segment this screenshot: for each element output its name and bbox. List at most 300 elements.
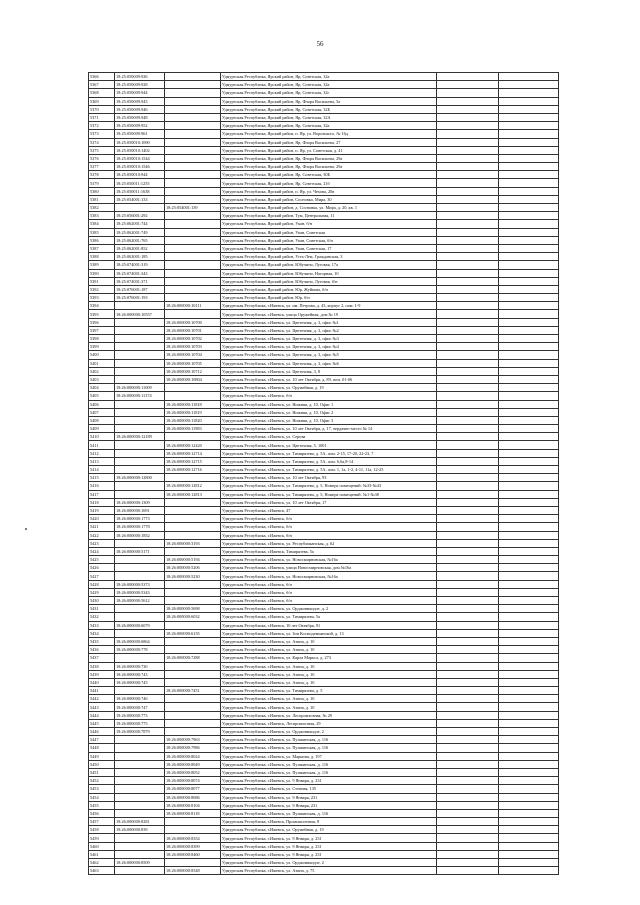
address-cell: Удмуртская Республика, Ярский район, Укан, Советская, б/н	[221, 236, 437, 244]
cadastral-number-land-cell	[115, 425, 165, 433]
address-cell: Удмуртская Республика, г.Ижевск, ул. Тимирязева, д. 5А, пом. 6,6а,8-14	[221, 457, 437, 465]
empty-cell	[437, 138, 499, 146]
empty-cell	[499, 498, 559, 506]
empty-cell	[499, 564, 559, 572]
empty-cell	[499, 73, 559, 81]
empty-cell	[437, 187, 499, 195]
row-number-cell: 5376	[89, 154, 115, 162]
cadastral-number-land-cell: 18:25:050009:928	[115, 81, 165, 89]
cadastral-number-land-cell: 18:26:000000:5171	[115, 547, 165, 555]
cadastral-number-land-cell	[115, 572, 165, 580]
cadastral-number-land-cell	[115, 760, 165, 768]
table-row	[89, 670, 559, 678]
cadastral-number-building-cell	[165, 187, 221, 195]
empty-cell	[437, 687, 499, 695]
address-cell: Удмуртская Республика, г.Ижевск, ул. Нижняя, д. 10, Офис 3	[221, 416, 437, 424]
address-cell: Удмуртская Республика, г.Ижевск, б/н	[221, 588, 437, 596]
table-row	[89, 719, 559, 727]
empty-cell	[499, 637, 559, 645]
empty-cell	[499, 187, 559, 195]
address-cell: Удмуртская Республика, г.Ижевск, б/н	[221, 392, 437, 400]
table-row	[89, 572, 559, 580]
table-row	[89, 547, 559, 555]
cadastral-number-building-cell	[165, 277, 221, 285]
table-row	[89, 244, 559, 252]
cadastral-number-building-cell: 18:26:000000:8049	[165, 760, 221, 768]
empty-cell	[437, 163, 499, 171]
row-number-cell: 5407	[89, 408, 115, 416]
empty-cell	[437, 285, 499, 293]
cadastral-number-land-cell	[115, 400, 165, 408]
row-number-cell: 5409	[89, 425, 115, 433]
address-cell: Удмуртская Республика, г.Ижевск, б/н	[221, 531, 437, 539]
row-number-cell: 5446	[89, 728, 115, 736]
cadastral-number-land-cell	[115, 777, 165, 785]
cadastral-number-building-cell: 18:26:000000:10704	[165, 351, 221, 359]
table-row	[89, 506, 559, 514]
empty-cell	[499, 113, 559, 121]
cadastral-number-building-cell: 18:26:000000:10700	[165, 318, 221, 326]
cadastral-number-building-cell: 18:26:000000:10712	[165, 367, 221, 375]
address-cell: Удмуртская Республика, Ярский район, Яр, Советская, 32А	[221, 113, 437, 121]
row-number-cell: 5432	[89, 613, 115, 621]
cadastral-number-land-cell: 18:25:056001:292	[115, 212, 165, 220]
address-cell: Удмуртская Республика, Ярский район, Сосновка, Мира, 30	[221, 195, 437, 203]
table-row	[89, 179, 559, 187]
empty-cell	[437, 236, 499, 244]
empty-cell	[437, 130, 499, 138]
row-number-cell: 5400	[89, 351, 115, 359]
address-cell: Удмуртская Республика, г.Ижевск, ул. 9 Января, д. 231	[221, 777, 437, 785]
cadastral-number-building-cell	[165, 670, 221, 678]
address-cell: Удмуртская Республика, г.Ижевск, ул. Цветочная, 5, 1001	[221, 441, 437, 449]
cadastral-number-land-cell: 18:25:062001:749	[115, 228, 165, 236]
cadastral-number-land-cell: 18:25:062001:765	[115, 236, 165, 244]
cadastral-number-building-cell	[165, 261, 221, 269]
cadastral-number-building-cell: 18:26:000000:10705	[165, 359, 221, 367]
cadastral-number-building-cell: 18:26:000000:5230	[165, 572, 221, 580]
cadastral-number-building-cell	[165, 105, 221, 113]
cadastral-number-land-cell: 18:26:000000:745	[115, 678, 165, 686]
cadastral-number-land-cell: 18:25:062001:852	[115, 244, 165, 252]
row-number-cell: 5450	[89, 760, 115, 768]
address-cell: Удмуртская Республика, г.Ижевск, ул. Тимирязева, д. 5А, пом. 1, 1а, 1-2, 4-11, 11а, 12-25	[221, 466, 437, 474]
cadastral-number-building-cell: 18:26:000000:8086	[165, 793, 221, 801]
cadastral-number-land-cell: 18:26:000000:11374	[115, 392, 165, 400]
empty-cell	[437, 474, 499, 482]
table-row	[89, 73, 559, 81]
empty-cell	[437, 580, 499, 588]
cadastral-number-land-cell	[115, 351, 165, 359]
cadastral-number-land-cell: 18:25:050010:1546	[115, 163, 165, 171]
empty-cell	[499, 818, 559, 826]
empty-cell	[499, 146, 559, 154]
table-row	[89, 474, 559, 482]
address-cell: Удмуртская Республика, г.Ижевск, ул. 9 Января, д. 231	[221, 834, 437, 842]
empty-cell	[437, 490, 499, 498]
empty-cell	[499, 351, 559, 359]
empty-cell	[437, 711, 499, 719]
empty-cell	[499, 154, 559, 162]
empty-cell	[499, 826, 559, 834]
cadastral-number-land-cell	[115, 457, 165, 465]
cadastral-number-land-cell	[115, 367, 165, 375]
cadastral-number-land-cell: 18:25:050011:1255	[115, 179, 165, 187]
row-number-cell: 5386	[89, 236, 115, 244]
empty-cell	[437, 547, 499, 555]
empty-cell	[437, 613, 499, 621]
row-number-cell: 5370	[89, 105, 115, 113]
address-cell: Удмуртская Республика, г.Ижевск, 47	[221, 506, 437, 514]
empty-cell	[437, 408, 499, 416]
cadastral-number-land-cell	[115, 768, 165, 776]
table-row	[89, 310, 559, 318]
empty-cell	[499, 474, 559, 482]
cadastral-number-land-cell: 18:25:050009:948	[115, 113, 165, 121]
address-cell: Удмуртская Республика, Ярский район, п. Яр, ул. Чехова, 20в	[221, 187, 437, 195]
row-number-cell: 5431	[89, 605, 115, 613]
empty-cell	[437, 449, 499, 457]
row-number-cell: 5447	[89, 736, 115, 744]
cadastral-number-land-cell: 18:26:000000:775	[115, 719, 165, 727]
cadastral-number-building-cell: 18:26:000000:12716	[165, 466, 221, 474]
empty-cell	[437, 621, 499, 629]
table-row	[89, 818, 559, 826]
empty-cell	[437, 212, 499, 220]
cadastral-number-building-cell: 18:26:000000:11983	[165, 425, 221, 433]
cadastral-number-building-cell	[165, 588, 221, 596]
table-row	[89, 809, 559, 817]
empty-cell	[499, 703, 559, 711]
address-cell: Удмуртская Республика, г.Ижевск, ул. Орджоникидзе, 2	[221, 728, 437, 736]
cadastral-number-land-cell: 18:26:000000:778	[115, 646, 165, 654]
table-row	[89, 81, 559, 89]
empty-cell	[499, 195, 559, 203]
row-number-cell: 5377	[89, 163, 115, 171]
table-row	[89, 768, 559, 776]
table-row	[89, 105, 559, 113]
address-cell: Удмуртская Республика, г.Ижевск, ул. Тимирязева, д. 5, Номера помещений: №1-№38	[221, 490, 437, 498]
address-cell: Удмуртская Республика, Ярский район, Яр, Советская, 32а	[221, 81, 437, 89]
empty-cell	[437, 834, 499, 842]
empty-cell	[499, 728, 559, 736]
empty-cell	[437, 744, 499, 752]
address-cell: Удмуртская Республика, г.Ижевск, ул. Азина, д. 75	[221, 867, 437, 875]
row-number-cell: 5371	[89, 113, 115, 121]
empty-cell	[437, 466, 499, 474]
empty-cell	[499, 318, 559, 326]
empty-cell	[437, 384, 499, 392]
cadastral-number-land-cell	[115, 343, 165, 351]
cadastral-number-building-cell: 18:26:000000:8077	[165, 785, 221, 793]
cadastral-number-land-cell	[115, 482, 165, 490]
empty-cell	[437, 171, 499, 179]
address-cell: Удмуртская Республика, г.Ижевск, б/н	[221, 515, 437, 523]
empty-cell	[437, 400, 499, 408]
cadastral-number-land-cell	[115, 752, 165, 760]
empty-cell	[437, 294, 499, 302]
empty-cell	[437, 605, 499, 613]
empty-cell	[499, 695, 559, 703]
row-number-cell: 5368	[89, 89, 115, 97]
cadastral-number-land-cell	[115, 629, 165, 637]
address-cell: Удмуртская Республика, г.Ижевск, улица Оружейная, дом № 19	[221, 310, 437, 318]
cadastral-number-building-cell	[165, 130, 221, 138]
empty-cell	[437, 654, 499, 662]
address-cell: Удмуртская Республика, Ярский район, Яр, Советская, 32Б	[221, 105, 437, 113]
row-number-cell: 5420	[89, 515, 115, 523]
cadastral-number-land-cell	[115, 613, 165, 621]
empty-cell	[499, 138, 559, 146]
cadastral-number-land-cell: 18:25:050010:1090	[115, 138, 165, 146]
row-number-cell: 5419	[89, 506, 115, 514]
cadastral-number-land-cell: 18:26:000000:5373	[115, 580, 165, 588]
cadastral-number-building-cell	[165, 703, 221, 711]
empty-cell	[499, 400, 559, 408]
empty-cell	[437, 760, 499, 768]
cadastral-number-land-cell	[115, 359, 165, 367]
cadastral-number-land-cell: 18:26:000000:12800	[115, 474, 165, 482]
row-number-cell: 5425	[89, 556, 115, 564]
empty-cell	[437, 539, 499, 547]
cadastral-number-building-cell	[165, 719, 221, 727]
table-row	[89, 130, 559, 138]
row-number-cell: 5427	[89, 572, 115, 580]
empty-cell	[499, 646, 559, 654]
row-number-cell: 5375	[89, 146, 115, 154]
cadastral-number-building-cell	[165, 433, 221, 441]
empty-cell	[499, 335, 559, 343]
address-cell: Удмуртская Республика, Ярский район, Яр, Советская, 32г	[221, 89, 437, 97]
table-row	[89, 826, 559, 834]
cadastral-number-land-cell: 18:26:000000:746	[115, 695, 165, 703]
cadastral-number-building-cell	[165, 547, 221, 555]
cadastral-number-building-cell: 18:26:000000:5698	[165, 605, 221, 613]
table-row	[89, 646, 559, 654]
row-number-cell: 5410	[89, 433, 115, 441]
table-row	[89, 678, 559, 686]
table-row	[89, 392, 559, 400]
row-number-cell: 5411	[89, 441, 115, 449]
address-cell: Удмуртская Республика, Ярский район, Укан, б/н	[221, 220, 437, 228]
scan-speck	[25, 528, 27, 530]
empty-cell	[499, 768, 559, 776]
row-number-cell: 5418	[89, 498, 115, 506]
empty-cell	[437, 597, 499, 605]
empty-cell	[437, 850, 499, 858]
row-number-cell: 5392	[89, 285, 115, 293]
address-cell: Удмуртская Республика, Ярский район, Яр, Советская, 32а	[221, 73, 437, 81]
cadastral-number-building-cell	[165, 236, 221, 244]
table-row	[89, 482, 559, 490]
table-row	[89, 449, 559, 457]
empty-cell	[499, 867, 559, 875]
table-row	[89, 629, 559, 637]
cadastral-number-building-cell: 18:26:000000:10703	[165, 343, 221, 351]
empty-cell	[499, 244, 559, 252]
cadastral-number-building-cell: 18:26:000000:11818	[165, 400, 221, 408]
address-cell: Удмуртская Республика, г.Ижевск, улица Новосмирновская, дом №16а	[221, 564, 437, 572]
address-cell: Удмуртская Республика, г.Ижевск, ул. Степная, 135	[221, 785, 437, 793]
cadastral-number-land-cell	[115, 867, 165, 875]
cadastral-number-land-cell: 18:25:054001:133	[115, 195, 165, 203]
empty-cell	[499, 359, 559, 367]
address-cell: Удмуртская Республика, г.Ижевск, ул. Серова	[221, 433, 437, 441]
cadastral-number-building-cell	[165, 138, 221, 146]
cadastral-number-land-cell	[115, 204, 165, 212]
cadastral-number-land-cell: 18:26:000000:1852	[115, 531, 165, 539]
cadastral-number-building-cell: 18:26:000000:12715	[165, 457, 221, 465]
row-number-cell: 5448	[89, 744, 115, 752]
empty-cell	[499, 433, 559, 441]
empty-cell	[437, 97, 499, 105]
cadastral-number-building-cell	[165, 228, 221, 236]
table-row	[89, 171, 559, 179]
cadastral-number-building-cell: 18:26:000000:10701	[165, 326, 221, 334]
row-number-cell: 5437	[89, 654, 115, 662]
table-row	[89, 122, 559, 130]
empty-cell	[437, 433, 499, 441]
cadastral-number-land-cell: 18:25:050009:961	[115, 130, 165, 138]
cadastral-number-land-cell: 18:25:050009:946	[115, 105, 165, 113]
cadastral-number-land-cell: 18:25:074001:343	[115, 269, 165, 277]
address-cell: Удмуртская Республика, г.Ижевск, ул. 10 лет Октября, д. 17, чердачно-место № 14	[221, 425, 437, 433]
empty-cell	[437, 637, 499, 645]
cadastral-number-building-cell	[165, 384, 221, 392]
table-row	[89, 236, 559, 244]
cadastral-number-land-cell: 18:25:050010:1402	[115, 146, 165, 154]
empty-cell	[437, 629, 499, 637]
row-number-cell: 5430	[89, 597, 115, 605]
table-row	[89, 384, 559, 392]
table-row	[89, 294, 559, 302]
empty-cell	[499, 179, 559, 187]
cadastral-number-building-cell	[165, 826, 221, 834]
cadastral-number-building-cell: 18:26:000000:6032	[165, 613, 221, 621]
empty-cell	[437, 113, 499, 121]
address-cell: Удмуртская Республика, Ярский район, Яр, Флора Васильева, 5а	[221, 97, 437, 105]
address-cell: Удмуртская Республика, Ярский район, Укан, Советская	[221, 228, 437, 236]
empty-cell	[499, 326, 559, 334]
cadastral-number-building-cell: 18:26:000000:11820	[165, 416, 221, 424]
empty-cell	[499, 441, 559, 449]
table-row	[89, 695, 559, 703]
address-cell: Удмуртская Республика, г.Ижевск, ул. Цветочная, д. 3, офис №3	[221, 335, 437, 343]
table-row	[89, 326, 559, 334]
address-cell: Удмуртская Республика, г.Ижевск, ул. Тимирязева, д. 5, Номера помещений: №33-№43	[221, 482, 437, 490]
cadastral-number-land-cell: 18:25:050009:945	[115, 97, 165, 105]
cadastral-number-land-cell: 18:26:000000:1309	[115, 498, 165, 506]
empty-cell	[499, 580, 559, 588]
cadastral-number-land-cell: 18:25:062001:744	[115, 220, 165, 228]
empty-cell	[437, 392, 499, 400]
row-number-cell: 5438	[89, 662, 115, 670]
cadastral-number-land-cell	[115, 793, 165, 801]
table-row	[89, 146, 559, 154]
row-number-cell: 5455	[89, 801, 115, 809]
empty-cell	[437, 261, 499, 269]
row-number-cell: 5381	[89, 195, 115, 203]
row-number-cell: 5412	[89, 449, 115, 457]
empty-cell	[437, 793, 499, 801]
cadastral-number-building-cell: 18:26:000000:8399	[165, 842, 221, 850]
cadastral-number-land-cell: 18:25:076001:193	[115, 294, 165, 302]
table-row	[89, 400, 559, 408]
empty-cell	[437, 441, 499, 449]
empty-cell	[437, 204, 499, 212]
row-number-cell: 5434	[89, 629, 115, 637]
cadastral-number-building-cell: 18:26:000000:8074	[165, 777, 221, 785]
address-cell: Удмуртская Республика, г.Ижевск, ул. Пушкинская, д. 116	[221, 736, 437, 744]
table-row	[89, 359, 559, 367]
table-row	[89, 163, 559, 171]
table-row	[89, 138, 559, 146]
address-cell: Удмуртская Республика, г.Ижевск, ул. 9 Января, 231	[221, 801, 437, 809]
table-row	[89, 728, 559, 736]
table-row	[89, 597, 559, 605]
cadastral-number-building-cell	[165, 531, 221, 539]
table-row	[89, 637, 559, 645]
empty-cell	[499, 89, 559, 97]
cadastral-number-land-cell: 18:26:000000:730	[115, 662, 165, 670]
row-number-cell: 5426	[89, 564, 115, 572]
empty-cell	[437, 809, 499, 817]
empty-cell	[437, 195, 499, 203]
empty-cell	[499, 375, 559, 383]
cadastral-number-building-cell: 18:26:000000:8024	[165, 752, 221, 760]
table-row	[89, 834, 559, 842]
address-cell: Удмуртская Республика, г.Ижевск, ул. Пушкинская, д. 116	[221, 760, 437, 768]
table-row	[89, 408, 559, 416]
empty-cell	[437, 154, 499, 162]
address-cell: Удмуртская Республика, г.Ижевск, Промышленная, 8	[221, 818, 437, 826]
empty-cell	[437, 326, 499, 334]
cadastral-number-building-cell	[165, 506, 221, 514]
cadastral-number-building-cell	[165, 695, 221, 703]
row-number-cell: 5380	[89, 187, 115, 195]
table-row	[89, 113, 559, 121]
cadastral-number-building-cell	[165, 728, 221, 736]
address-cell: Удмуртская Республика, г.Ижевск, ул. Нижняя, д. 10, Офис 2	[221, 408, 437, 416]
address-cell: Удмуртская Республика, г.Ижевск, ул. Цветочная, д. 3, офис №1	[221, 318, 437, 326]
empty-cell	[499, 228, 559, 236]
row-number-cell: 5394	[89, 302, 115, 310]
empty-cell	[499, 711, 559, 719]
cadastral-number-land-cell: 18:26:000000:1691	[115, 506, 165, 514]
empty-cell	[499, 834, 559, 842]
cadastral-number-building-cell	[165, 253, 221, 261]
cadastral-number-land-cell	[115, 850, 165, 858]
table-row	[89, 760, 559, 768]
address-cell: Удмуртская Республика, г.Ижевск, ул. 10 лет Октября, 17	[221, 498, 437, 506]
empty-cell	[499, 654, 559, 662]
row-number-cell: 5397	[89, 326, 115, 334]
address-cell: Удмуртская Республика, Ярский район, Усть-Лем, Гражданская, 3	[221, 253, 437, 261]
cadastral-number-building-cell	[165, 646, 221, 654]
cadastral-number-land-cell: 18:26:000000:12189	[115, 433, 165, 441]
address-cell: Удмуртская Республика, Ярский район, Яр, Флора Васильева, 29а	[221, 163, 437, 171]
row-number-cell: 5391	[89, 277, 115, 285]
cadastral-number-land-cell	[115, 785, 165, 793]
row-number-cell: 5428	[89, 580, 115, 588]
address-cell: Удмуртская Республика, г.Ижевск, Тимирязева, 5а	[221, 547, 437, 555]
cadastral-number-land-cell: 18:25:074001:371	[115, 277, 165, 285]
row-number-cell: 5387	[89, 244, 115, 252]
empty-cell	[499, 482, 559, 490]
empty-cell	[437, 515, 499, 523]
empty-cell	[437, 818, 499, 826]
empty-cell	[437, 335, 499, 343]
